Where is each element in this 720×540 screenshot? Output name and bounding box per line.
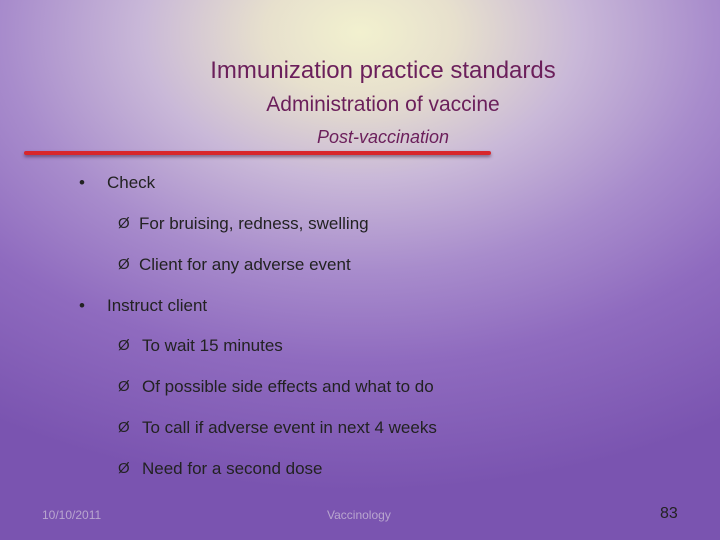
bullet-check: Check [107, 173, 156, 192]
arrow-bullet-icon: Ø [118, 215, 130, 232]
arrow-bullet-icon: Ø [118, 337, 130, 354]
slide-title: Immunization practice standards [210, 57, 556, 84]
sub-item: Of possible side effects and what to do [142, 377, 434, 396]
footer-center-text: Vaccinology [327, 508, 391, 522]
slide-subtitle: Administration of vaccine [266, 93, 500, 116]
page-number: 83 [660, 505, 678, 522]
sub-item: To call if adverse event in next 4 weeks [142, 418, 437, 437]
sub-item: For bruising, redness, swelling [139, 214, 369, 233]
sub-item: Need for a second dose [142, 459, 323, 478]
sub-item: To wait 15 minutes [142, 336, 283, 355]
footer-date: 10/10/2011 [42, 508, 102, 522]
arrow-bullet-icon: Ø [118, 378, 130, 395]
arrow-bullet-icon: Ø [118, 460, 130, 477]
sub-item: Client for any adverse event [139, 255, 351, 274]
bullet-instruct-client: Instruct client [107, 296, 208, 315]
bullet-marker: • [79, 173, 85, 192]
bullet-marker: • [79, 296, 85, 315]
title-underline [24, 151, 491, 155]
arrow-bullet-icon: Ø [118, 419, 130, 436]
arrow-bullet-icon: Ø [118, 256, 130, 273]
slide-section-heading: Post-vaccination [316, 127, 450, 147]
